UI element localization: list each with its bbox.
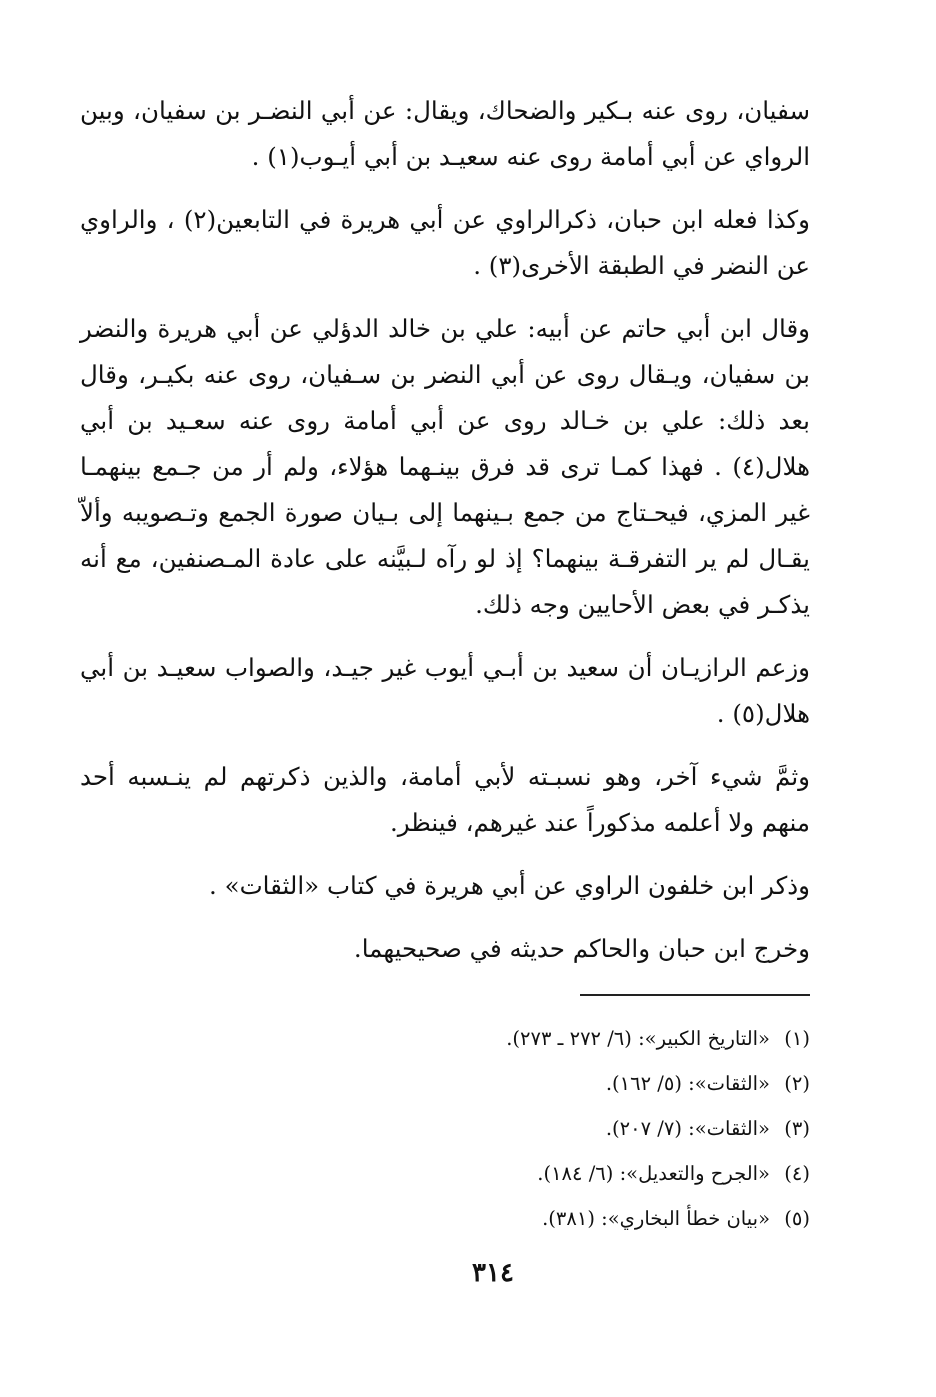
footnote-number: (٣) [784, 1117, 810, 1140]
footnote-text: «الثقات»: (٥/ ١٦٢). [605, 1072, 770, 1095]
footnote-text: «الثقات»: (٧/ ٢٠٧). [605, 1117, 770, 1140]
paragraph-6: وذكر ابن خلفون الراوي عن أبي هريرة في كتاب «الثقات» . [209, 871, 810, 900]
footnote-divider [580, 994, 810, 996]
footnote-item [80, 1196, 810, 1241]
footnote-number: (١) [784, 1027, 810, 1050]
footnote-item [80, 1106, 810, 1151]
footnote-item [80, 1151, 810, 1196]
paragraph-4: وزعم الرازيـان أن سعيد بن أبـي أيوب غير جيـد، والصواب سعيـد بن أبي هلال(٥) . [80, 653, 810, 728]
footnote-item [80, 1016, 810, 1061]
page-number: ٣١٤ [472, 1258, 514, 1288]
paragraph-7: وخرج ابن حبان والحاكم حديثه في صحيحيهما. [353, 934, 810, 963]
footnote-text: «التاريخ الكبير»: (٦/ ٢٧٢ ـ ٢٧٣). [506, 1027, 770, 1050]
footnote-number: (٤) [784, 1162, 810, 1185]
page-body [80, 88, 810, 1241]
footnote-text: «الجرح والتعديل»: (٦/ ١٨٤). [537, 1162, 770, 1185]
footnote-item [80, 1061, 810, 1106]
footnote-number: (٥) [784, 1207, 810, 1230]
footnote-number: (٢) [784, 1072, 810, 1095]
footnotes-list [80, 1016, 810, 1241]
footnote-text: «بيان خطأ البخاري»: (٣٨١). [542, 1207, 770, 1230]
paragraph-2: وكذا فعله ابن حبان، ذكرالراوي عن أبي هريرة في التابعين(٢) ، والراوي عن النضر في الطبقة الأخرى(٣) . [80, 205, 810, 280]
paragraph-5: وثمَّ شيء آخر، وهو نسبـته لأبي أمامة، والذين ذكرتهم لم ينـسبه أحد منهم ولا أعلمه مذكوراً عند غيرهم، فينظر. [80, 762, 810, 837]
paragraph-1: سفيان، روى عنه بـكير والضحاك، ويقال: عن أبي النضـر بن سفيان، وبين الرواي عن أبي أمامة روى عنه سعيـد بن أبي أيـوب(١) . [80, 96, 810, 171]
paragraph-3: وقال ابن أبي حاتم عن أبيه: علي بن خالد الدؤلي عن أبي هريرة والنضر بن سفيان، ويـقال روى عن أبي النضر بن سـفيان، روى عنه بكيـر، وقال بعد ذلك: علي بن خـالد روى عن أبي أمامة روى عنه سعـيد بن أبي هلال(٤) . فهذا كمـا ترى قد فرق بينـهما هؤلاء، ولم أر من جـمع بينهمـا غير المزي، فيحـتاج من جمع بـينهما إلى بـيان صورة الجمع وتـصويبه وألاّ يقـال لم ير التفرقـة بينهما؟ إذ لو رآه لـبيَّنه على عادة المـصنفين، مع أنه يذكـر في بعض الأحايين وجه ذلك. [80, 314, 810, 619]
